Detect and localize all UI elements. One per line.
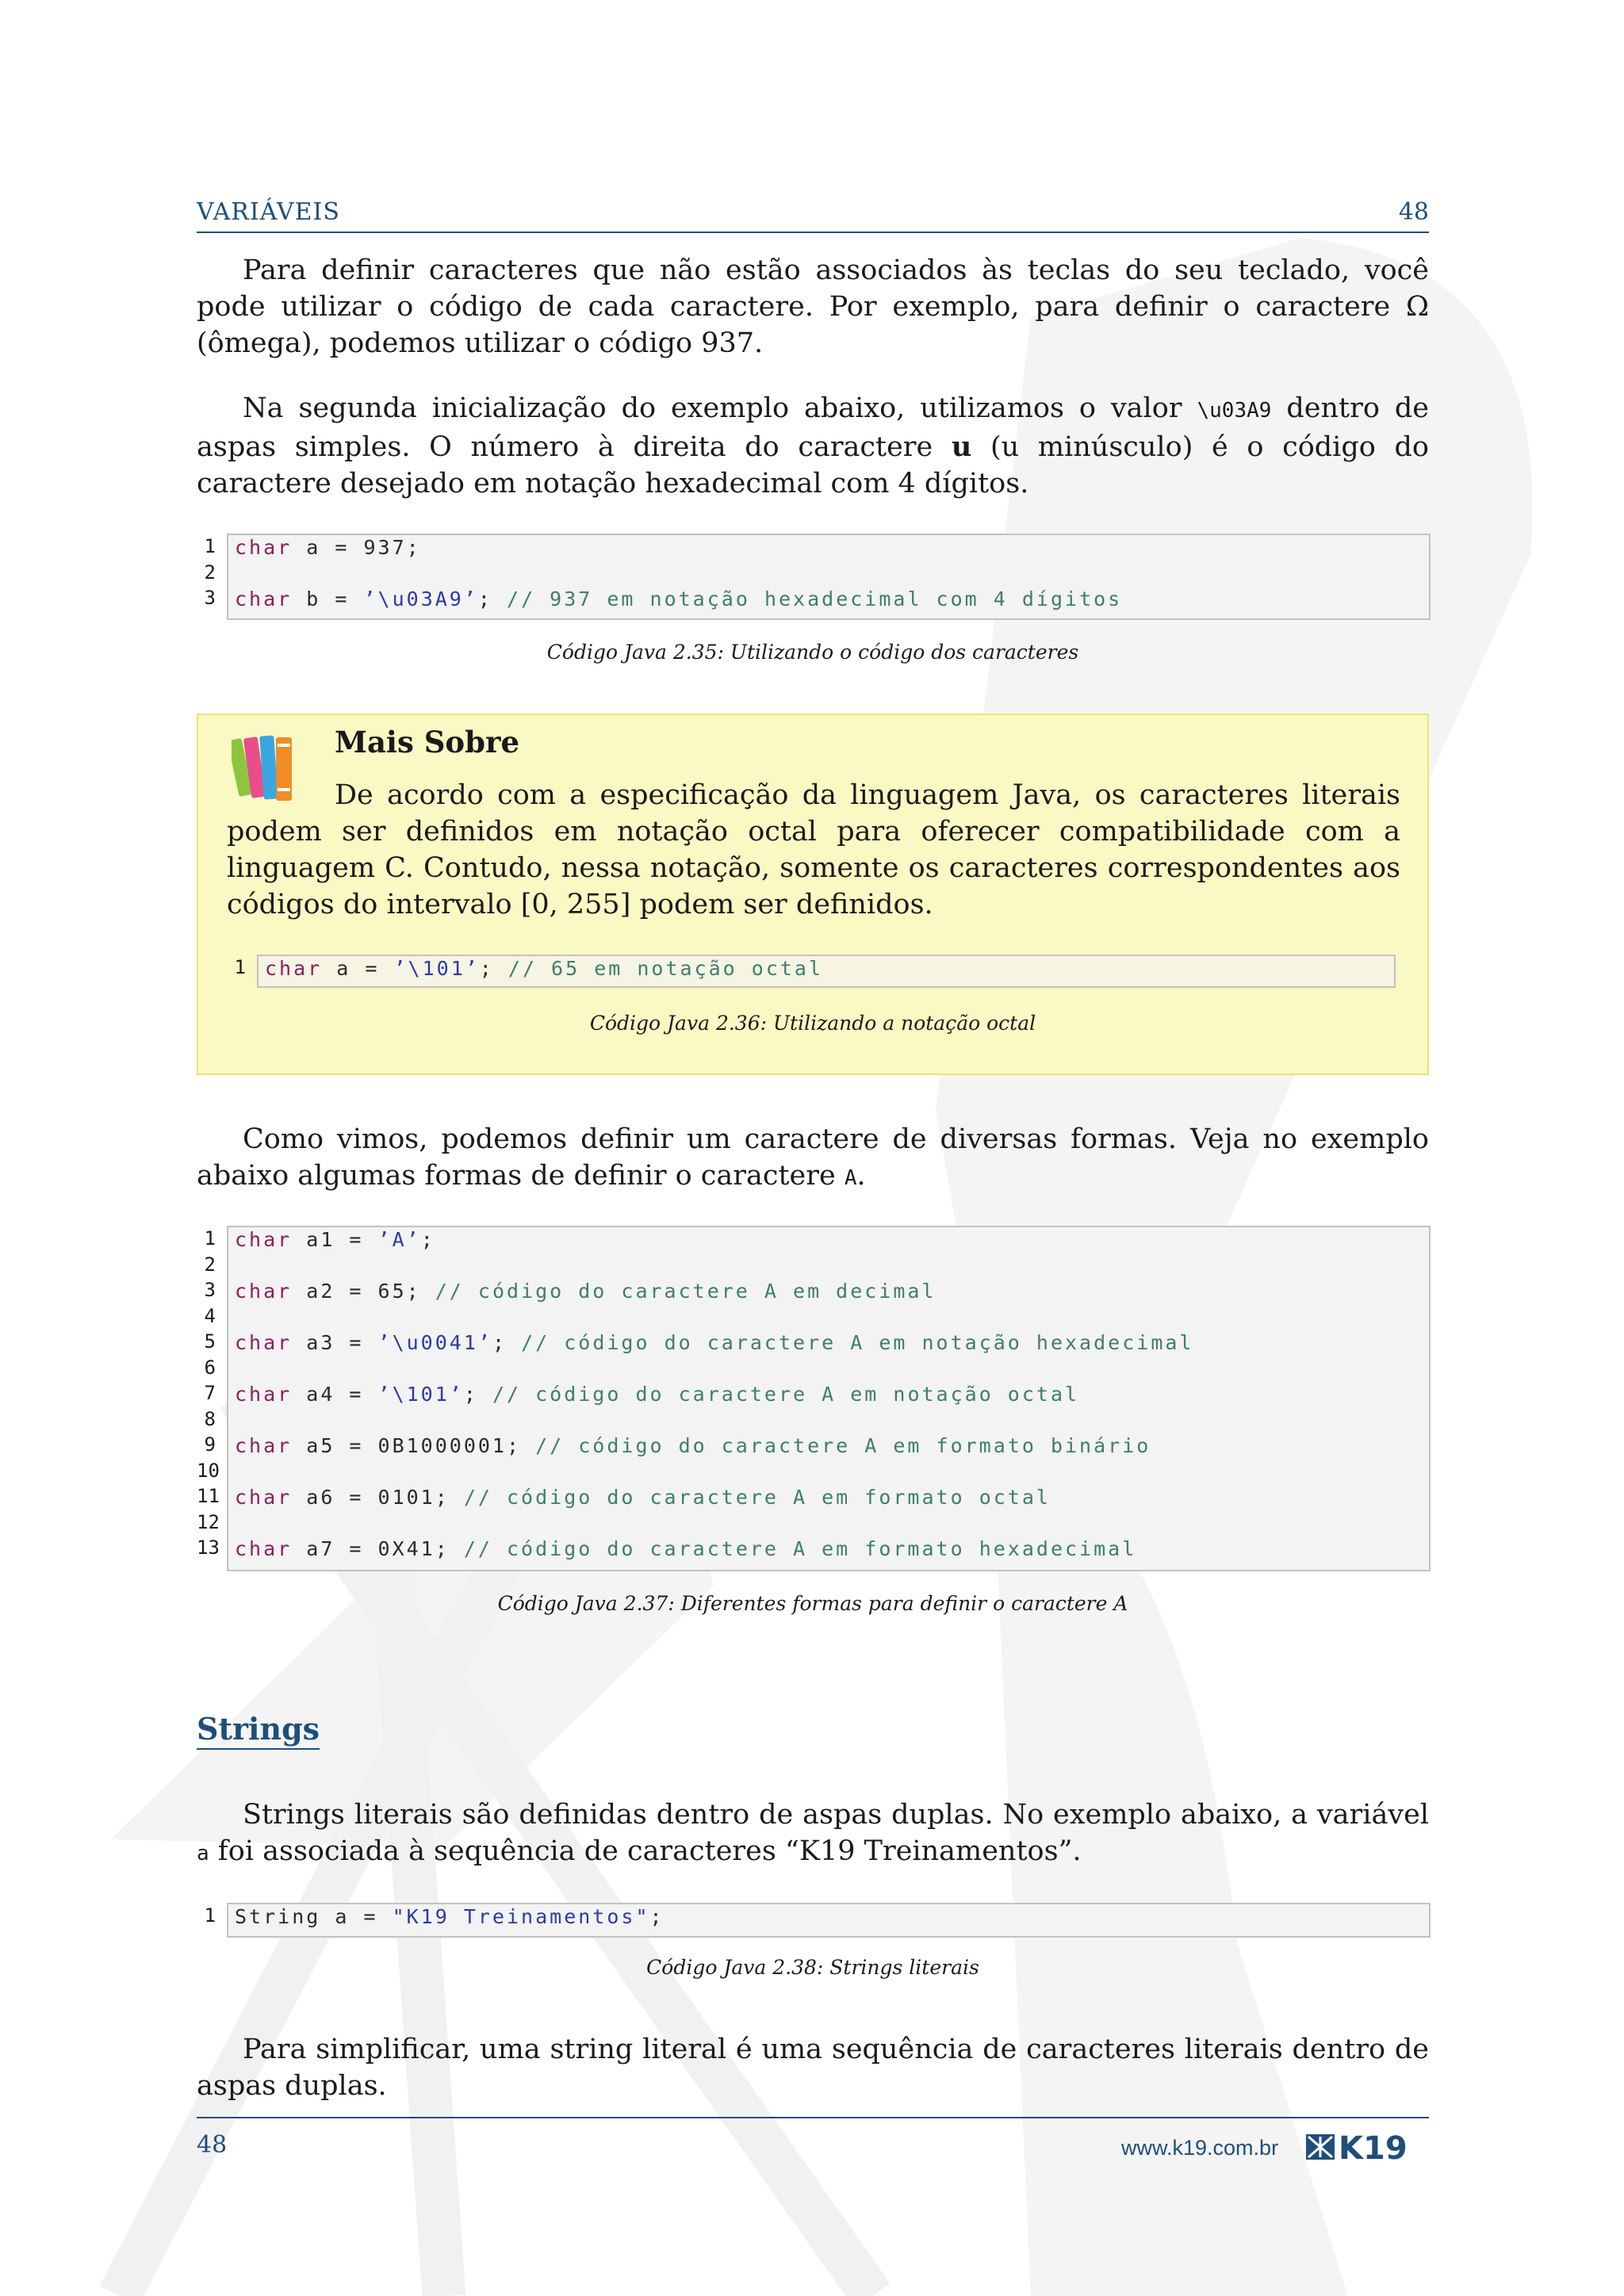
caption-2-37: Código Java 2.37: Diferentes formas para definir o caractere A — [497, 1592, 1128, 1615]
k19-logo — [1305, 2131, 1429, 2166]
running-header — [197, 197, 1429, 233]
section-title: Strings — [197, 1711, 320, 1750]
code-line-11: char a6 = 0101; // código do caractere A em formato octal — [235, 1486, 1051, 1509]
code-line-1: char a1 = ’A’; — [235, 1228, 435, 1251]
paragraph-3-text-a: Como vimos, podemos definir um caractere de diversas formas. Veja no exemplo abaixo algumas formas de definir o caractere — [197, 1123, 1429, 1192]
paragraph-1-text: Para definir caracteres que não estão associados às teclas do seu teclado, você pode utilizar o código de cada caractere. Por exemplo, para definir o caractere Ω (ômega), podemos utilizar o código 937. — [197, 254, 1429, 359]
line-numbers: 1 — [204, 1904, 216, 1927]
code-line-3: char a2 = 65; // código do caractere A em decimal — [235, 1280, 936, 1303]
paragraph-4-text-a: Strings literais são definidas dentro de aspas duplas. No exemplo abaixo, a variável — [243, 1799, 1429, 1831]
code-line-13: char a7 = 0X41; // código do caractere A em formato hexadecimal — [235, 1537, 1137, 1560]
line-numbers: 1 2 3 — [204, 535, 216, 609]
code-box — [227, 1226, 1431, 1571]
paragraph-2-text-c: (u minúsculo) é o código do caractere desejado em notação hexadecimal com 4 dígitos. — [197, 431, 1429, 499]
note-body: De acordo com a especificação da linguagem Java, os caracteres literais podem ser definidos em notação octal para oferecer compatibilidade com a linguagem C. Contudo, nessa notação, somente os caracteres correspondentes aos códigos do intervalo [0, 255] podem ser definidos. — [227, 779, 1400, 920]
line-numbers: 1 — [234, 956, 246, 978]
mais-sobre-box — [197, 714, 1429, 1075]
paragraph-2-text-b: dentro de aspas simples. O número à direita do caractere — [197, 392, 1429, 463]
paragraph-2 — [197, 390, 1429, 502]
inline-code: \u03A9 — [1197, 399, 1272, 423]
code-line-1: char a = ’\101’; // 65 em notação octal — [265, 957, 824, 980]
svg-text:K19: K19 — [1339, 2131, 1408, 2163]
caption-2-36: Código Java 2.36: Utilizando a notação octal — [589, 1012, 1036, 1035]
inline-code: A — [844, 1166, 857, 1190]
code-box — [227, 1903, 1431, 1938]
inline-code: a — [197, 1842, 209, 1866]
code-line-5: char a3 = ’\u0041’; // código do caractere A em notação hexadecimal — [235, 1331, 1194, 1354]
code-line-1: char a = 937; — [235, 536, 421, 559]
line-numbers: 1 2 3 4 5 6 7 8 9 10 11 12 13 — [197, 1227, 220, 1559]
paragraph-5-text: Para simplificar, uma string literal é uma sequência de caracteres literais dentro de aspas duplas. — [197, 2034, 1429, 2102]
paragraph-3: Como vimos, podemos definir um caractere de diversas formas. Veja no exemplo abaixo algumas formas de definir o caractere A. — [197, 1123, 1429, 1192]
code-box — [227, 534, 1431, 620]
code-line-1: String a = "K19 Treinamentos"; — [235, 1905, 665, 1928]
code-line-9: char a5 = 0B1000001; // código do caractere A em formato binário — [235, 1434, 1151, 1457]
footer-rule — [197, 2117, 1429, 2118]
paragraph-5 — [197, 2031, 1429, 2104]
footer-page-number: 48 — [197, 2131, 228, 2159]
footer-url-link[interactable]: www.k19.com.br — [1121, 2136, 1279, 2160]
code-line-7: char a4 = ’\101’; // código do caractere A em notação octal — [235, 1383, 1080, 1406]
paragraph-2-text-a: Na segunda inicialização do exemplo abaixo, utilizamos o valor — [243, 392, 1182, 424]
k19-logo-icon — [1305, 2131, 1429, 2163]
code-line-2 — [228, 561, 1429, 587]
caption-2-35: Código Java 2.35: Utilizando o código dos caracteres — [546, 641, 1079, 664]
paragraph-1 — [197, 252, 1429, 362]
code-line-3: char b = ’\u03A9’; // 937 em notação hexadecimal com 4 dígitos — [235, 587, 1123, 610]
header-page-number: 48 — [1398, 198, 1429, 226]
paragraph-4-text-b: foi associada à sequência de caracteres “K19 Treinamentos”. — [217, 1835, 1082, 1867]
caption-2-38: Código Java 2.38: Strings literais — [646, 1956, 979, 1979]
chapter-title: VARIÁVEIS — [197, 198, 340, 226]
note-title: Mais Sobre — [335, 725, 520, 760]
bold-u: u — [951, 430, 972, 463]
code-box — [257, 955, 1396, 988]
paragraph-4 — [197, 1797, 1429, 1872]
